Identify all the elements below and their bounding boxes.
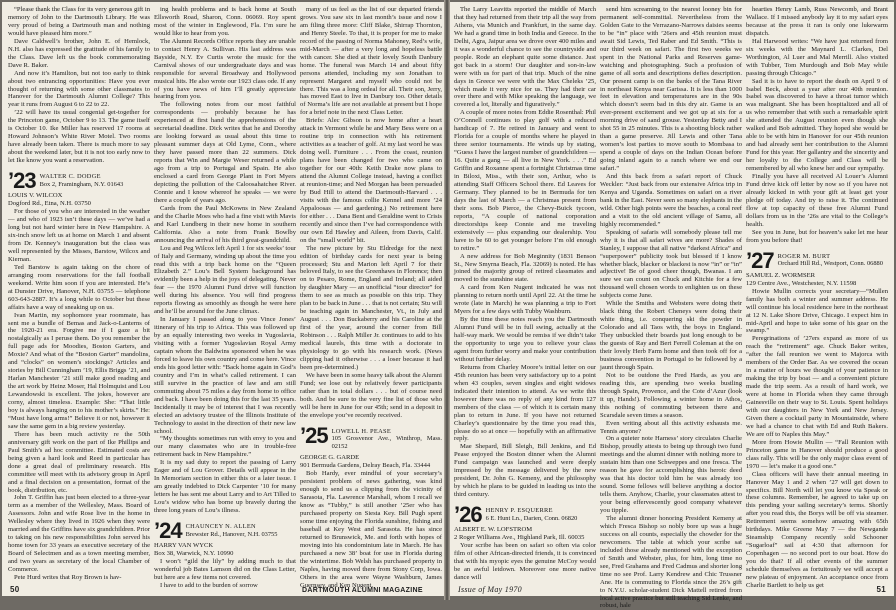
paragraph: Speaking of safaris will somebody please tell me why it is that all safari wives are more? Shades of Stanley, I suppose that all native “darkest Africa” and “superpower” publicity took but blessed if I know whether black, blacker or blackest is now “in” or “in” adjective! Be of good cheer though, Bwanas. I am sure we can count on Chuck and Kitchie for a few thousand well chosen words to enlighten us on these subjects come June. [600, 228, 742, 300]
paragraph: Not to be outdone the Fred Hards, as you are reading this, are spending two weeks bustling through Spain, Provence, and the Cote d’Azur (look it up, Hands!). Following a winter home in Athos, this nothing of commuting between there and Scarsdale seven times a season. [600, 371, 742, 419]
paragraph: And this back from a safari report of Chuck Weckler: “Just back from our extensive Africa trip in Kenya and Uganda. Sometimes on safari on a river bank in the East. Never seen so many elephants in the wild. Other high points were the beaches, a coral reef and a visit to the old ancient village of Samu, all highly recommended.” [600, 173, 742, 228]
paragraph: Hal Harwood writes: “We have just returned from six weeks with the Maynard L. Clarkes, Del Worthington, Al Luer and Mal Merrill. Also visited with Tubber, Tom Murdough and Bob May while passing through Chicago.” [746, 37, 888, 77]
agent-address: Box 38, Warwick, N.Y. 10990 [154, 550, 234, 558]
paragraph: Class officers will have their annual meeting in Hanover May 1 and 2 when ’27 will get down to specifics. Bill North will let you know via Speak or these columns. Remember, he agreed to take up on this pending your sailing secretary’s terms. Shortly after you read this, the Borys will be off via steamer. Retirement seems somehow amazing with 65th birthdays. Mike Greene May 7 — the Newgande Steamship Company recently sold Schooner “Sugarloaf” sail at 4:30 that afternoon for Copenhagen — no second port to our boat. How do you do that? If all other events of the summer schedule themselves as fortuitously we will accept a new plateau of enjoyment. An acceptance once from Charlie Bartlett to help us get [746, 470, 888, 589]
secretary-address: 105 Grosvenor Ave., Winthrop, Mass. 02152 [331, 435, 442, 450]
paragraph: A couple of more notes from Eddie Rosenthal: Phil O’Connell continues to play golf with a reduced handicap of 7. He retired in January and went to Florida for a couple of months where he played in three senior tournaments. He winds up by stating, “Guess I have the largest number of grandchildren — 16. Quite a gang — all live in New York. . . .” Ed Griffin and Roxanne spent a fortnight Christmas time in Biloxi, Miss., with their son, Arthur, who is attending Staff Officers School there. Ed Leaves for Germany. They planned to be in Bermuda for ten days the last of March — a Christmas present from their sons. Bob Pierce, the Chevy-Buick tycoon, reports, “A couple of national corporation directorships keep Connie and me traveling extensively — plus expanding our dealership. You have to be 60 to get younger before I’m old enough to retire.” [454, 109, 596, 252]
left-column-2 [154, 6, 296, 589]
left-column-3 [300, 6, 442, 589]
paragraph: Finally you have all received Al Louer’s Alumni Fund drive kick off letter by now so if you have not already kicked in with your gift at least get your pledge off today. And try to raise it. The continued flow at top capacity of these free Alumni Fund dollars from us in the ’26s are vital to the College’s health. [746, 173, 888, 228]
class-year: ’25 [300, 422, 328, 448]
paragraph: Bob Hardy, ever mindful of your secretary’s persistent problem of news gathering, was kind enough to send us a clipping from the vicinity of Sarasota, Fla. Lawrence Marshall, whom I recall we know as “Tubby,” is still another ’25er who has purchased property on Siesta Key. Bill Pugh spent some time enjoying the Florida sunshine, fishing and baseball at Key West and Sarasota. He has since returned to Brunswick, Me. and forth with hopes of moving into his condominium late in March. He has purchased a new 38’ boat for use in Florida during the wintertime. Bob Welsh has purchased property in Naples, having moved there from Stony Corp, Iowa. Others in the area were Wayne Washburn, James Guernsey, and Ken Nugent. [300, 470, 442, 589]
class-agent [154, 542, 296, 558]
paragraph: Dave Caldwell’s brother, John E. of Hemlock, N.H. also has expressed the gratitude of his family to the Class. Dave left us the book commemorating Dave R. Baker. [8, 37, 150, 69]
class-year: ’27 [746, 247, 774, 273]
paragraph: “Please thank the Class for its very generous gift in memory of John to the Dartmouth Library. He was very proud of being a Dartmouth man and nothing would have pleased him more.” [8, 6, 150, 37]
paragraph: Ted Barstow is again taking on the chore of arranging room reservations for the fall football weekend. Write him soon if you are interested. He’s at Dunster Drive, Hanover, N.H. 03755 — telephone 603-643-2887. It’s a long while to October but these affairs have a way of sneaking up on us. [8, 263, 150, 311]
right-column-3 [746, 6, 888, 589]
paragraph: By the time these notes reach you the Dartmouth Alumni Fund will be in full swing, actually at the half-way mark. We would be remiss if we didn’t take the opportunity to urge you to relieve your class agent from further worry and make your contribution without further delay. [454, 316, 596, 363]
paragraph: Sad it is to have to report the death on April 9 of Isabel Beck, about a year after our 40th reunion. Isabel was discovered to have a throat tumor which was malignant. She has been hospitalized and all of us who remember that with such a remarkable spirit she attended the August reunion even though she walked and Bob admitted. They hoped she would be able to be with him in Hanover for our 45th reunion and had already sent her contribution to the Alumni Fund for this year. Her gallantry and the sincerity and her loyalty to the College and Class will be remembered by all who knew her and our sympathy. [746, 77, 888, 173]
paragraph: Howie Mullin corrects your secretary—“Mullen family has both a winter and summer address. He will continue his local residence here in the northeast at 12 N. Lake Shore Drive, Chicago. I expect him in mid-April and hope to take some of his gear on the swamp.” [746, 287, 888, 335]
paragraph: More from Howie Mullin — “Fall Reunion with Princeton game in Hanover should produce a good class rally. This will be the only major class event of 1970 — let’s make it a good one.” [746, 438, 888, 470]
agent-address: 2 Roger Williams Ave., Highland Park, Ill. 60035 [454, 534, 585, 542]
class-year: ’23 [8, 168, 36, 194]
secretary-address: 6 E. Hunt Ln., Darien, Conn. 06820 [485, 514, 578, 522]
agent-name: ALBERT E. W. LOFSTROM [454, 526, 533, 534]
left-page-number: 50 [10, 585, 20, 594]
paragraph: I won’t “gild the lily” by adding much to that wonderful job Bates Lamson did on the Class Letter, but here are a few items not covered. [154, 558, 296, 581]
paragraph: A new address for Bob Meginnity (1831 Benson St., New Smyrna Beach, Fla. 32069) is noted. He has joined the majority group of retired classmates and moved to the sunshine state. [454, 252, 596, 284]
paragraph: And now it’s Hamilton, but not too early to think about two entrancing opportunities: Have you ever thought of returning with some other classmates to Hanover for the Dartmouth Alumni College? This year it runs from August 6 to 22 to 22. [8, 69, 150, 109]
paragraph: The new picture by Stu Eldredge for the next edition of birthday cards for next year is being processed; Stu and Marion left April 7 for their beloved Italy, to see the Greenhaws in Florence; then on to Pesaro, Rome, England and Ireland; all aided by daughter Mary — an unofficial “tour director” for them to see as much as possible on this trip. They plan to be back in June . . . that is not certain; Stu will be teaching again in Manchester, Vt., in July and August . . . Don Buckaberry and his Caroline at the first of the year, around the corner from Bill Robinson . . . Ralph Miller Jr. continues to add to his medical laurels, this time with a doctorate in physiology to go with his research work. (News clipping had it otherwise . . . a loser because it had been pre-determined.) [300, 244, 442, 371]
secretary-address: Box 2, Framingham, N.Y. 01643 [39, 180, 124, 188]
agent-address: 129 Centre Ave., Westchester, N.Y. 11598 [746, 279, 857, 287]
class-agent [300, 454, 442, 470]
left-page [2, 2, 444, 596]
secretary-name: LOWELL H. PEASE [331, 427, 392, 435]
right-page-number: 51 [876, 585, 886, 594]
paragraph: A card from Ken Nugent indicated he was not planning to return north until April 22. At the time he wrote (late in March) he was planning a trip to Fort Myers for a few days with Tubby Washburn. [454, 284, 596, 316]
paragraph: The alumni dinner honoring President Kemeny at which Fresca Bishop so nobly bore up was a huge success on all counts, especially the chowder for the newcomers. The table at which your scribe sat included those already mentioned with the exception of Smith and Webster, plus, for him, long time no see, Fred Grahams and Fred Cadmus and shorter long time no see Prof. Larry Kendrew and Chic Trussner Ane. He is commuting to Florida since the 26’s gift to N.Y.U. scholar-student Dick Mattell retired from local active practice but still teaching Sid Lenke, and robust, hale [600, 515, 742, 610]
paragraph: Mae Shepard, Bill Sleigh, Bill Jenkins, and Ed Pease enjoyed the Boston dinner when the Alumni Fund campaign was launched and were deeply impressed by the message delivered by the new president, Dr. John G. Kemeny, and the philosophy by which he plans to be guided in leading us into the third century. [454, 443, 596, 499]
class-header [154, 518, 296, 543]
paragraph: On a quieter note Harness’ story circulates Charlie Bishop, proudly attests to being up through two fund meetings and the alumni dinner with nothing more to sustain him than one Schweppes and one fresca. The reason he gave for accomplishing this heroic deed was that his doctor told him he was already too sound. Some fellows will believe anything a doctor tells them. Anyhow, Charlie, your classmates attest to your being effervescently good company whatever you tipple. [600, 435, 742, 515]
paragraph: Peregrinations of ’27ers expand as more of us reach the “retirement” age. Chuck Baker writes, “after the fall reunion we went to Majorca with members of the Order Bar. As we covered the ocean in a matter of hours we thought of your patience in making the trip by boat — and a convenient picture made the trip seem. As a result of hard work, we were at home in Florida when they came through Gainesville on their way to St. Louis. Spent holidays with our daughters in New York and New Jersey. Given there a cocktail party in Mountainside, where we had a chance to chat with Ed and Ruth Bakers. We are off to Naples this May.” [746, 335, 888, 438]
agent-name: LOUIS V. WILCOX [8, 192, 63, 200]
secretary-name: WALTER C. DODGE [39, 173, 101, 181]
secretary-name: ROGER M. BURT [777, 252, 831, 260]
paragraph: There has been much activity re the 50th anniversary gift work on the part of Ike Phillips and Paul Smith’s ad hoc committee. Estimated costs are being given a hard look and Reed in particular has done a great deal of preliminary research. His committee will meet with its advisory group in April and a final decision on a presentation, format of the book, distribution, etc. [8, 430, 150, 494]
paragraph: Briefs: Alec Gibson is now home after a heart attack in Vermont while he and Mary Bess were on a routine trip in connection with his retirement activities as a teacher of golf. At my last word he was doing well. Furniture . . . From the coast, reunion plans have been changed for two who came on together for our 40th: Keith Drake now plans to attend the Alumni College instead, having a conflict at reunion-time; and Ned Morgan has been persuaded by Bud Hill to attend the Dartmouth-Harvard . . . visits with the famous collie Kennel and more ’24 Appaloosas — and gardening.) No retirement here for either . . . Dana Bent and Geraldine went to Crisis recently and since then I’ve had correspondence with our own Ed Hawley and Aileen, from Davis, Calif. on the “small world” bit. [300, 117, 442, 244]
class-agent [454, 526, 596, 542]
magazine-title: DARTMOUTH ALUMNI MAGAZINE [302, 587, 423, 594]
paragraph: The following notes from our most faithful correspondents — probably because he has experienced at first hand the apprehensions of the secretarial deadline. Dick writes that he and Dorothy are looking forward as usual about this time to pleasant summer days at Old Lyme, Conn., where they have passed more than 22 summers. Dick reports that Win and Margie Weser returned a while ago from a trip to Portugal and Spain. He also enclosed a card from George Plant in Fort Myers depicting the pollution of the Caloosahatchee River. Connie and I know whereof he speaks — we were there a couple of years ago. [154, 101, 296, 204]
left-column-1 [8, 6, 150, 580]
secretary-address: Brewster Rd., Hanover, N.H. 03755 [185, 530, 278, 538]
paragraph: send him screaming to the nearest looney bin for permanent self-committal. Nevertheless from the Golden Gate to the Verrazano-Narrows daisies seems to be “in” place with ’26ers and 45th reunion must await Sid Lewis, Ted Raber and Ed Smith. “This is our third week on safari. The first two weeks we spent in the National Parks and Reserves game-watching and photographing. Such a profusion of game of all sorts and descriptions defies description. Our present camp is on the banks of the Tana River in northeast Kenya near Garissa. It is less than 1000 feet in elevation and temperatures are in the 90s which doesn’t seem bad in this dry air. Game is an ever-present excitement and we got up at six for a morning drive of sand grouse. Yesterday Betty and I shot 55 in 25 minutes. This is a shooting block rather than a game preserve. Jill Lewis and other Tana women’s lost parties to move south to Mombasa to spend a couple of days on the Indian Ocean before going inland again to a ranch where we end our safari.” [600, 6, 742, 173]
paragraph: Ivan Martin, my sophomore year roommate, has sent me a bundle of Bemas and Jack-o-Lanterns of the 1920-21 era. Forgive me if I gaze a bit nostalgically as I peruse them. Do you remember the full page ads for Moodies, Boston Garters, and Moxie? And what of the “Boston Garter” mandolins, and “clocks” on women’s stockings? Articles and stories by Bill Cunningham ’19, Ellis Briggs ’21, and Harlan Manchester ’21 still make good reading and the art work by Heinz Moser, Hal Holmquist and Lou Lewandowski is excellent. The jokes, however are corny, almost timeless. Example: She: “That little boy is always hanging on to his mother’s skirts.” He: “Must have long arms!” Believe it or not, however it saw the same gem in a big review yesterday. [8, 311, 150, 430]
right-column-2 [600, 6, 742, 610]
paragraph: hearties Henry Lamb, Russ Newcomb, and Brant Wallace. If I missed anybody lay it to my safari eyes because at the press it ran is only one lukewarm dispatch. [746, 6, 888, 37]
paragraph: Lou and Peg Wilcox left April 1 for six weeks’ tour of Italy and Germany, winding up about the time you read this with a trip back home on the “Queen Elizabeth 2.” Lou’s Bell System background has evidently been a help in the joys of delegating. Never fear — the 1970 Alumni Fund drive will function well during his absence. You will find progress reports flowing as smoothly as though he were here and he’ll be around for the June climax. [154, 244, 296, 316]
class-header [8, 168, 150, 194]
paragraph: ing health problems and is back home at South Ellsworth Road, Sharon, Conn. 06069. Roy spent most of the winter in Englewood, Fla. I’m sure he would like to hear from you. [154, 6, 296, 37]
paragraph: We have been in some heavy talk about the Alumni Fund; we lose out by relatively fewer participants rather than in total dollars . . . but of course need both. And be sure to the very fine list of those who will be here in June for our 45th; send in a deposit in the envelope you’ve recently received. [300, 371, 442, 419]
agent-address: 901 Bermuda Gardens, Delray Beach, Fla. 33444 [300, 462, 431, 470]
paragraph: It is my sad duty to report the passing of Larry Eager and of Lou Grover. Details will appear in the In Memoriam section in either this or a later issue. I am greatly indebted to Dick Carpenter ’10 for many letters he has sent me about Larry and to Art Tilled to Lou’s widow who has borne up bravely during the three long years of Lou’s illness. [154, 459, 296, 515]
paragraph: John T. Griffin has just been elected to a three-year term as a member of the Wellesley, Mass. Board of Assessors. John and wife Rose live in the home in Wellesley where they lived in 1926 when they were married and the Griffins have six grandchildren. Prior to taking on his new responsibilities John served his home town for 33 years as executive secretary of the Board of Selectmen and as a town meeting member, and two years as secretary of the local Chamber of Commerce. [8, 494, 150, 574]
paragraph: Cards from the Paul McKowns in New Zealand and the Charlie Moes who had a fine visit with Mavis and Karl Lundberg in their new home in southern California. Also a note from Frank Bowlby announcing the arrival of his third great-grandchild. [154, 204, 296, 244]
paragraph: Even writing about all this activity exhausts me. Tennis anyone? [600, 419, 742, 435]
agent-name: GEORGE G. GARDE [300, 454, 360, 462]
class-header [300, 422, 442, 451]
right-page [450, 2, 894, 610]
paragraph: For those of you who are interested in the weather — and who of 1923 isn’t these days — we’ve had a long but not hard winter here in New Hampshire. A six-inch snow left us at home on March 1 and absent from Dr. Kenney’s inauguration but the class was well represented by the Misses, Barstow, Wilcox and Kiernan. [8, 208, 150, 263]
class-year: ’24 [154, 518, 182, 543]
paragraph: “My thoughts sometimes run with envy to you and our many classmates who are in trouble-free retirement back in New Hampshire.” [154, 435, 296, 459]
paragraph: The Alumni Records Office reports they are unable to contact Henry A. Sullivan. His last address was Bayside, N.Y. Ev Curtis wrote the music for the Carnival shows of our undergraduate days and was responsible for several Broadway and Hollywood musical hits. He also wrote our 1923 class ode. If any of you have news of him I’ll greatly appreciate hearing from you. [154, 37, 296, 101]
secretary-name: HENRY P. ESQUERRE [485, 507, 553, 515]
class-agent [746, 272, 888, 288]
agent-address: Dogford Rd., Etna, N.H. 03750 [8, 200, 91, 208]
paragraph: See you in June, but for heaven’s sake let me hear from you before that! [746, 228, 888, 244]
paragraph: ’22 will have its usual congenial get-together for the Princeton game, October 9 to 13. The game itself is October 10. Ike Miller has reserved 17 rooms at Howard Johnson’s White River Motel. Two rooms have already been taken. There is much more to say about the weekend later, but it is not too early now to let Ike know you want a reservation. [8, 109, 150, 165]
paragraph: I have to add to the burden of sorrow [160, 581, 258, 589]
agent-name: HARRY VAN WYCK [154, 542, 214, 550]
paragraph: The Larry Leavitts reported the middle of March that they had returned from their trip all the way from Athens, via Munich and Frankfurt, in the same day. We had a grand time in both India and Greece. In the Delhi, Agra, Jaipur area we drove over 400 miles and it was a wonderful chance to see the countryside and people. Rode an elephant quite some distance. Just got back in a storm! Our daughter and son-in-law were with us for part of that trip. Much of the nine days in Greece we were with the Max Cheleks ’25, which made it very nice for us. They had their car over there and with Mike speaking the language, we covered a lot, literally and figuratively.” [454, 6, 596, 109]
right-column-1 [454, 6, 596, 580]
secretary-name: CHAUNCEY N. ALLEN [185, 523, 256, 530]
agent-name: SAMUEL Z. WORMSER [746, 271, 816, 279]
paragraph: many of us feel as the list of our departed friends grows. You saw six in last month’s issue and now I am filing three more: Cliff Blake, Shirrap Thornton, and Henry Steele. To that, it is proper for me to make record of the passing of Norma Mahoney, Red’s wife, mid-March — after a very long and hopeless battle with cancer. She died at their lovely South Danbury home. The funeral was March 14 and about fifty persons attended, including my son Jonathan to represent Margaret and myself who could not be there. This was a long ordeal for all. Their son, Jerry, has moved East to live in Danbury too. Other details of Norma’s life are not available at present but I hope for a brief note in the next Class Letter. [300, 6, 442, 117]
issue-date: Issue of May 1970 [458, 585, 522, 594]
paragraph: Pete Hurd writes that Roy Brown is hav- [14, 574, 122, 581]
secretary-address: Orchard Hill Rd., Westport, Conn. 06880 [777, 260, 883, 268]
paragraph: Your scribe has been on safari so often via color film of other African-directed friends, it is convinced that with his myopic eyes the genuine McCoy would be an awful letdown. Moreover one more native dance will [454, 542, 596, 581]
class-year: ’26 [454, 502, 482, 528]
class-header [454, 502, 596, 528]
paragraph: While the Smiths and Websters were doing their black thing the Robert Cheneys were doing their white thing, i.e. conquering ski the powder in Colorado and all Taos with, the boys in England. They unbuckled their boards just long enough to be the guests of Ray and Bert Ferrell Coleman at the on their lovely Herb Farm home and then took off for a business convention in Portugal to be followed by a jaunt through Spain. [600, 300, 742, 371]
class-header [746, 247, 888, 273]
paragraph: Returns from Charley Moore’s initial letter on our 45th reunion has been very satisfactory up to a point when 43 couples, seven singles and eight widows indicated their intention to attend. As we write this however there was no reply of any kind from 127 members of the class — of which it is certain many plan to return in June. If you have not returned Charley’s questionnaire by the time you read this, please do so at once — hopefully with an affirmative reply. [454, 363, 596, 443]
class-agent [8, 192, 150, 208]
paragraph: In January I passed along to you Vince Jones’ itinerary of his trip to Africa. This was followed up by an equally interesting two weeks in Yugoslavia, visiting with a former Yugoslavian Royal Army captain whom the Baldwins sponsored when he was forced to leave his own country and come here. Vince ends his good letter with: “Back home again in God’s country and I’m in what’s called retirement. I can still survive in the practice of law and am still commuting about 75 miles a day from home to office and back. I have been doing this for the last 35 years. Incidentally it may be of interest that I was recently elected an advisory trustee of the Illinois Institute of Technology to assist in the direction of their new law school. [154, 316, 296, 435]
